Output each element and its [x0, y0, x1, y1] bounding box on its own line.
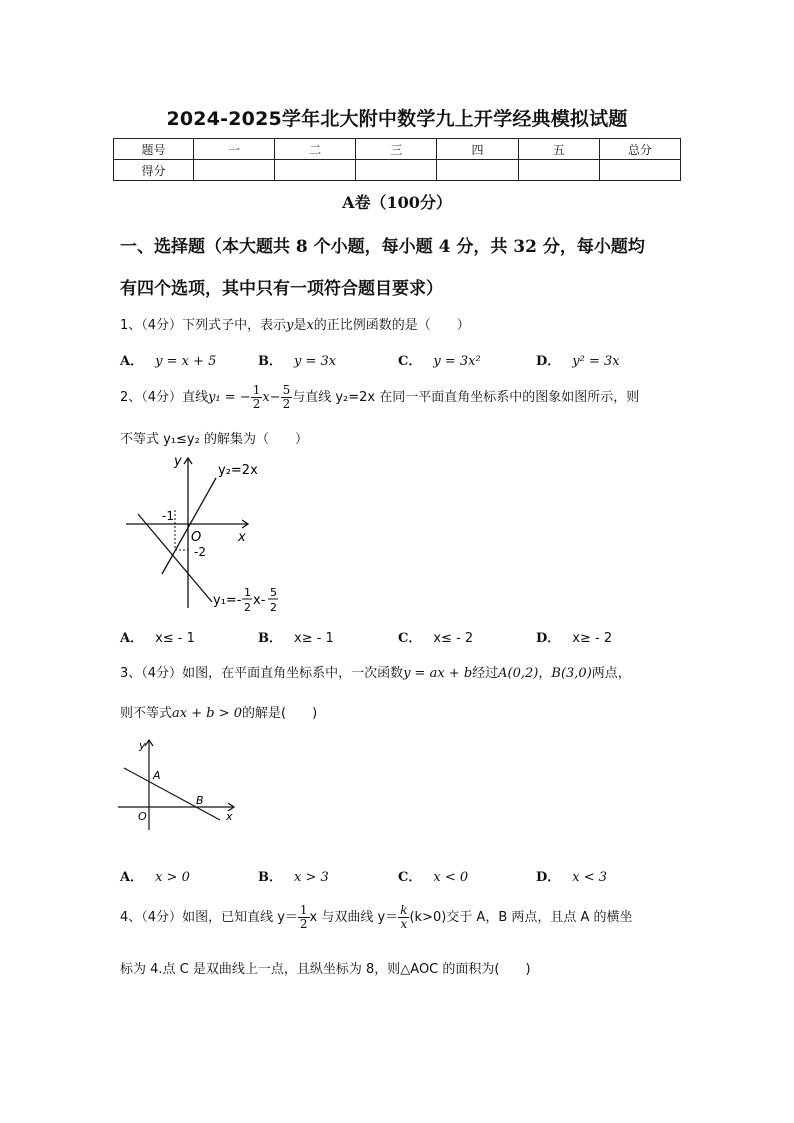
part-heading-line1: 一、选择题（本大题共 8 个小题，每小题 4 分，共 32 分，每小题均 — [120, 237, 645, 257]
question-3-option-d[interactable]: D． x < 3 — [536, 870, 608, 885]
question-4-line1: 4、（4分）如图，已知直线 y＝ $\frac{1}{2}$ x 与双曲线 y＝ $\frac{k}{x}$ (k>0)交于 A，B 两点，且点 A 的横坐 — [120, 903, 633, 931]
question-1-option-a[interactable]: A． y = x + 5 — [120, 354, 217, 369]
fraction: $\frac{k}{x}$ — [400, 903, 408, 931]
score-header-cell: 四 — [437, 139, 518, 160]
score-cell — [599, 160, 680, 181]
fraction: $\frac{1}{2}$ — [299, 903, 308, 931]
line-y2 — [162, 478, 216, 574]
score-header-cell: 五 — [518, 139, 599, 160]
line-y1-frac2-num: 5 — [270, 586, 277, 599]
score-row-label: 得分 — [114, 160, 194, 181]
question-1: 1、（4分）下列式子中，表示y是x的正比例函数的是（ ） — [120, 318, 470, 333]
origin-label: O — [191, 530, 202, 545]
question-4-line2: 标为 4.点 C 是双曲线上一点，且纵坐标为 8，则△AOC 的面积为( ) — [120, 962, 531, 977]
line-y1-mid: x- — [253, 593, 266, 608]
question-2-option-a[interactable]: A． x≤ - 1 — [120, 631, 195, 646]
fraction: $\frac{5}{2}$ — [282, 383, 291, 411]
origin-label: O — [138, 810, 147, 823]
page-title: 2024-2025学年北大附中数学九上开学经典模拟试题 — [166, 108, 628, 130]
score-table — [113, 138, 681, 181]
score-cell — [194, 160, 275, 181]
score-table-score-row — [114, 160, 681, 181]
score-cell — [275, 160, 356, 181]
score-cell — [437, 160, 518, 181]
score-header-cell: 题号 — [114, 139, 194, 160]
line-y1-frac1-den: 2 — [244, 601, 251, 614]
axis-label-x: x — [238, 530, 246, 545]
point-label-a: A — [153, 769, 161, 782]
point-label-b: B — [196, 794, 204, 807]
part-heading-line2: 有四个选项，其中只有一项符合题目要求） — [120, 279, 443, 299]
score-header-cell: 三 — [356, 139, 437, 160]
question-3-option-a[interactable]: A． x > 0 — [120, 870, 190, 885]
line-y1-frac2-den: 2 — [270, 601, 277, 614]
question-1-option-b[interactable]: B． y = 3x — [258, 354, 337, 369]
question-3-figure — [112, 732, 242, 832]
question-3-line1: 3、（4分）如图，在平面直角坐标系中，一次函数y = ax + b经过A(0,2)，B(3,0)两点， — [120, 666, 631, 681]
score-header-cell: 二 — [275, 139, 356, 160]
question-3-line2: 则不等式ax + b > 0的解是( ) — [120, 706, 318, 721]
question-3-option-c[interactable]: C． x < 0 — [398, 870, 469, 885]
question-2-figure — [118, 450, 288, 620]
score-cell — [518, 160, 599, 181]
section-heading: A卷（100分） — [342, 193, 452, 212]
tick-label-neg2: -2 — [194, 545, 206, 559]
score-table-header-row — [114, 139, 681, 160]
question-2-option-d[interactable]: D． x≥ - 2 — [536, 631, 613, 646]
question-2-line2: 不等式 y₁≤y₂ 的解集为（ ） — [120, 432, 308, 447]
question-2-option-b[interactable]: B． x≥ - 1 — [258, 631, 334, 646]
tick-label-neg1: -1 — [162, 509, 174, 523]
axis-label-x: x — [226, 810, 233, 823]
question-2-line1: 2、（4分）直线y₁ = − $\frac{1}{2}$ x− $\frac{5}{2}$ 与直线 y₂=2x 在同一平面直角坐标系中的图象如图所示，则 — [120, 383, 640, 411]
line-y1-label: y₁=- — [213, 593, 242, 608]
question-3-option-b[interactable]: B． x > 3 — [258, 870, 329, 885]
question-2-option-c[interactable]: C． x≤ - 2 — [398, 631, 474, 646]
score-cell — [356, 160, 437, 181]
score-header-cell: 总分 — [599, 139, 680, 160]
axis-label-y: y — [139, 739, 146, 752]
line-y1-frac1-num: 1 — [244, 586, 251, 599]
question-1-option-d[interactable]: D． y² = 3x — [536, 354, 620, 369]
line-y2-label: y₂=2x — [218, 463, 258, 478]
fraction: $\frac{1}{2}$ — [252, 383, 261, 411]
axis-label-y: y — [174, 454, 182, 469]
score-header-cell: 一 — [194, 139, 275, 160]
question-1-option-c[interactable]: C． y = 3x² — [398, 354, 481, 369]
